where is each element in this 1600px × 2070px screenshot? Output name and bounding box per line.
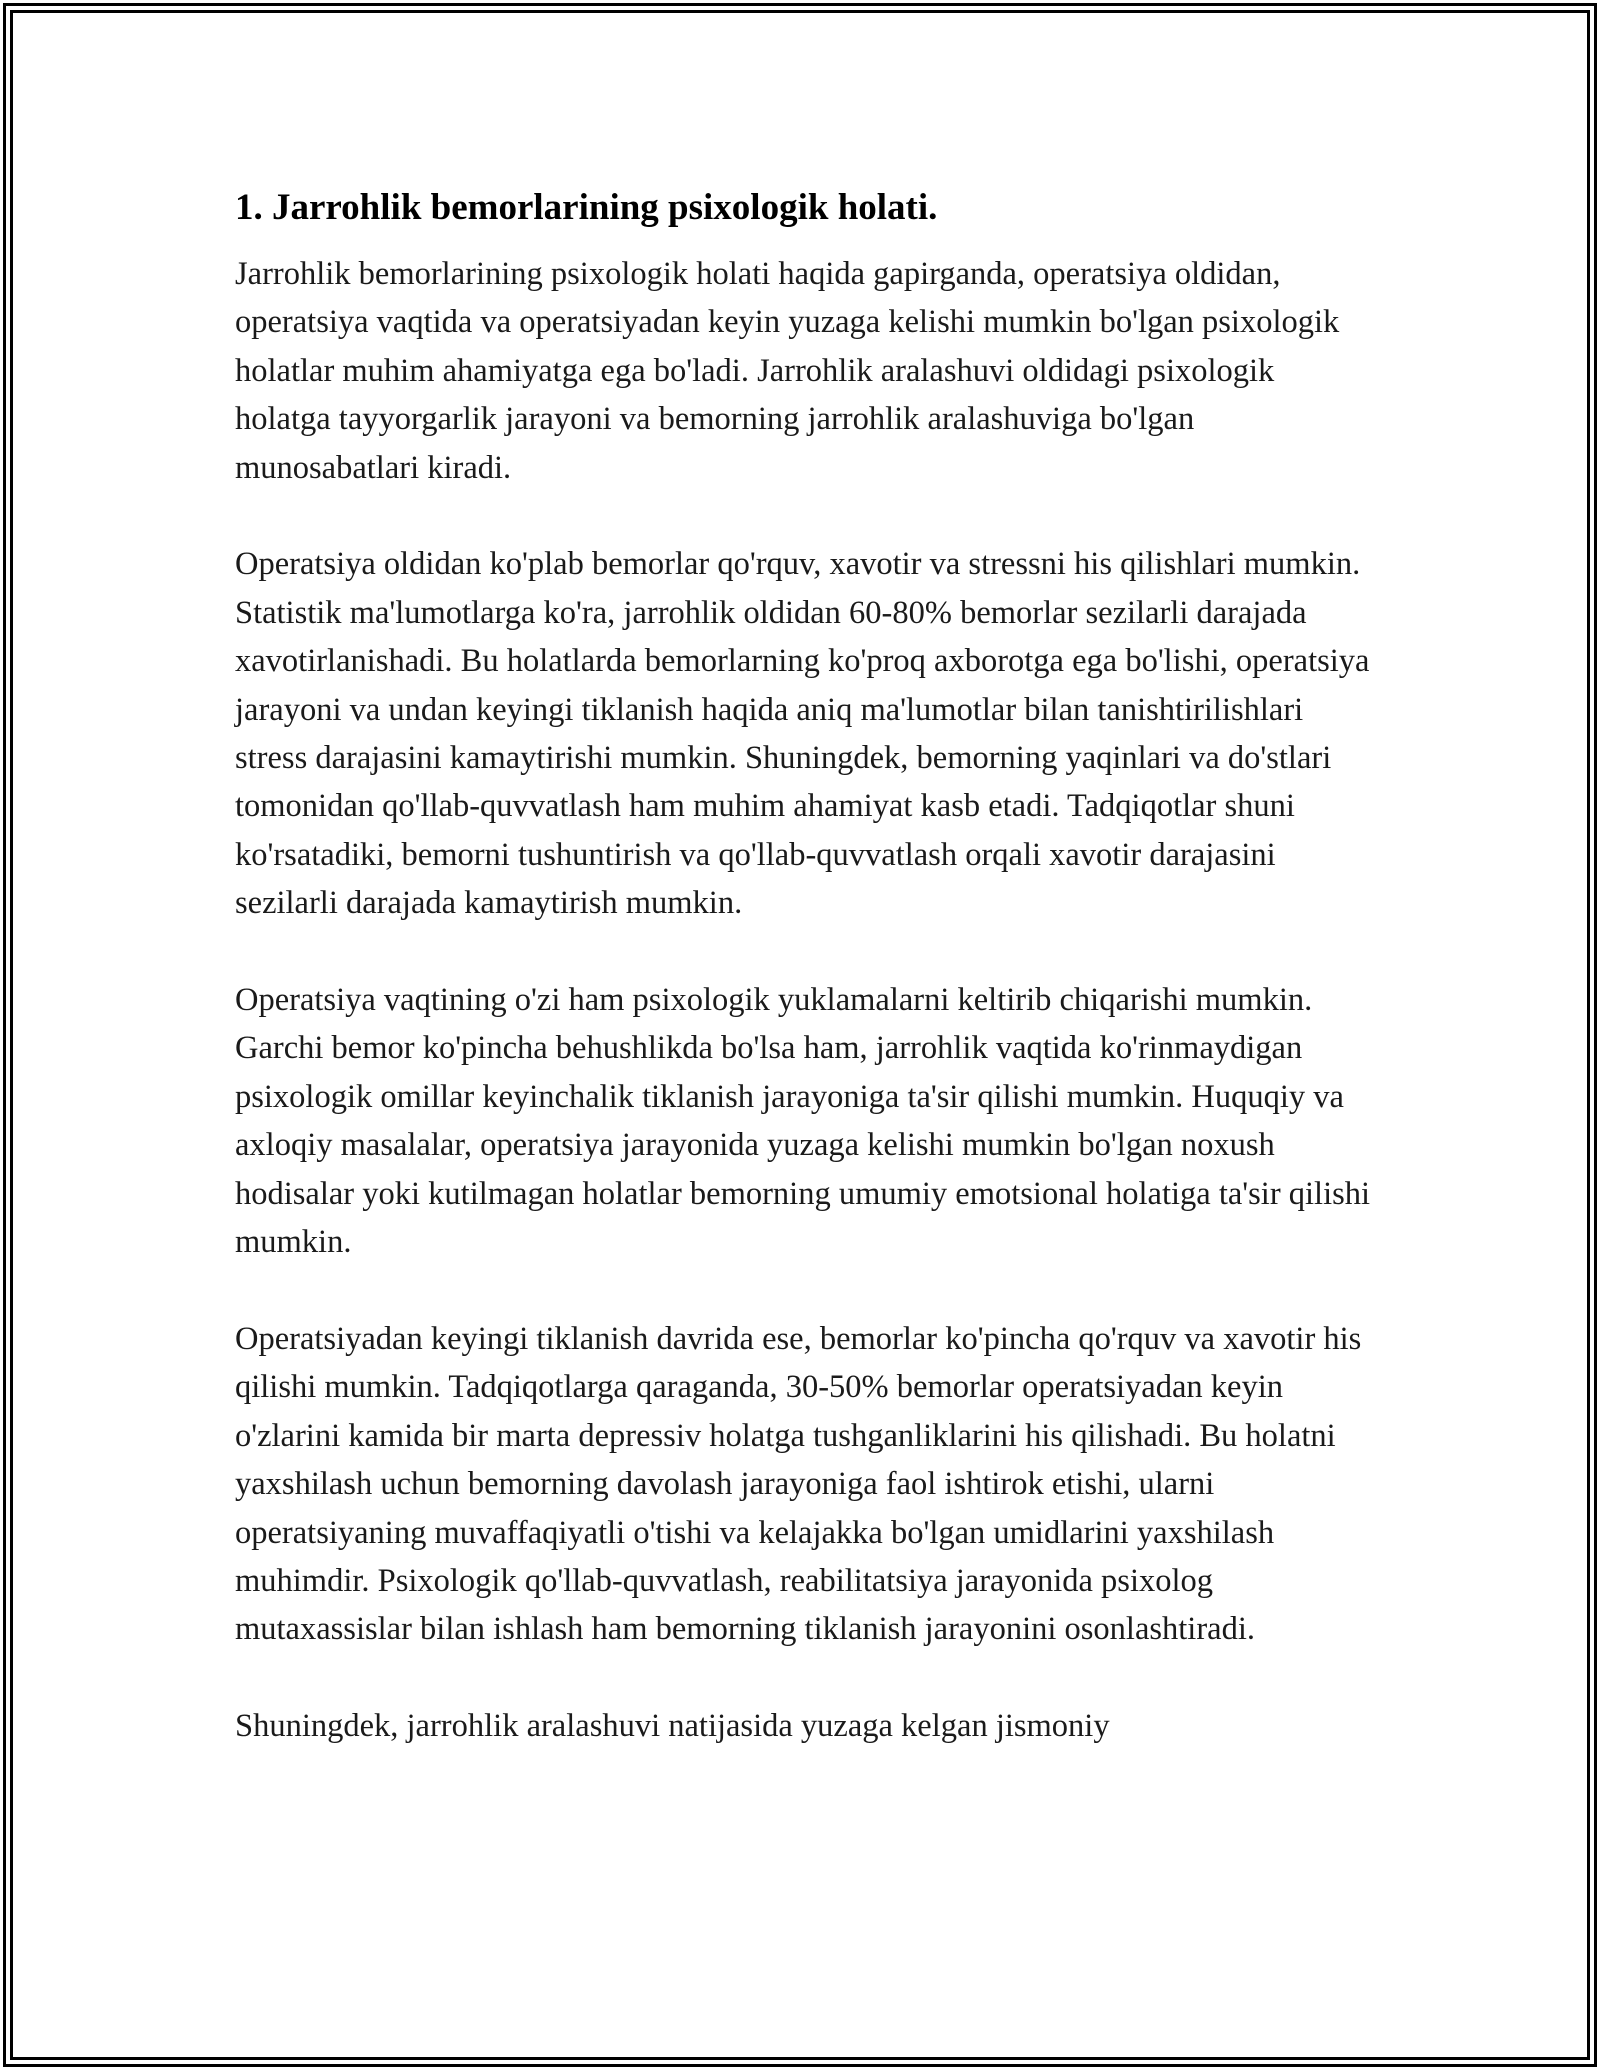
paragraph-3: Operatsiya vaqtining o'zi ham psixologik yuklamalarni keltirib chiqarishi mumkin. Garchi bemor ko'pincha behushlikda bo'lsa ham, jarrohlik vaqtida ko'rinmaydigan psixologik omillar keyinchalik tiklanish jarayoniga ta'sir qilishi mumkin. Huquqiy va axloqiy masalalar, operatsiya jarayonida yuzaga kelishi mumkin bo'lgan noxush hodisalar yoki kutilmagan holatlar bemorning umumiy emotsional holatiga ta'sir qilishi mumkin.	[235, 982, 1371, 1261]
section-title: 1. Jarrohlik bemorlarining psixologik holati.	[235, 187, 938, 228]
document-body	[235, 184, 1375, 1799]
paragraph-2: Operatsiya oldidan ko'plab bemorlar qo'rquv, xavotir va stressni his qilishlari mumkin. Statistik ma'lumotlarga ko'ra, jarrohlik oldidan 60-80% bemorlar sezilarli darajada xavotirlanishadi. Bu holatlarda bemorlarning ko'proq axborotga ega bo'lishi, operatsiya jarayoni va undan keyingi tiklanish haqida aniq ma'lumotlar bilan tanishtirilishlari stress darajasini kamaytirishi mumkin. Shuningdek, bemorning yaqinlari va do'stlari tomonidan qo'llab-quvvatlash ham muhim ahamiyat kasb etadi. Tadqiqotlar shuni ko'rsatadiki, bemorni tushuntirish va qo'llab-quvvatlash orqali xavotir darajasini sezilarli darajada kamaytirish mumkin.	[235, 546, 1370, 922]
paragraph-5: Shuningdek, jarrohlik aralashuvi natijasida yuzaga kelgan jismoniy	[235, 1708, 1110, 1745]
paragraph-4: Operatsiyadan keyingi tiklanish davrida ese, bemorlar ko'pincha qo'rquv va xavotir his qilishi mumkin. Tadqiqotlarga qaraganda, 30-50% bemorlar operatsiyadan keyin o'zlarini kamida bir marta depressiv holatga tushganliklarini his qilishadi. Bu holatni yaxshilash uchun bemorning davolash jarayoniga faol ishtirok etishi, ularni operatsiyaning muvaffaqiyatli o'tishi va kelajakka bo'lgan umidlarini yaxshilash muhimdir. Psixologik qo'llab-quvvatlash, reabilitatsiya jarayonida psixolog mutaxassislar bilan ishlash ham bemorning tiklanish jarayonini osonlashtiradi.	[235, 1320, 1362, 1648]
paragraph-1: Jarrohlik bemorlarining psixologik holati haqida gapirganda, operatsiya oldidan, operatsiya vaqtida va operatsiyadan keyin yuzaga kelishi mumkin bo'lgan psixologik holatlar muhim ahamiyatga ega bo'ladi. Jarrohlik aralashuvi oldidagi psixologik holatga tayyorgarlik jarayoni va bemorning jarrohlik aralashuviga bo'lgan munosabatlari kiradi.	[235, 256, 1340, 486]
